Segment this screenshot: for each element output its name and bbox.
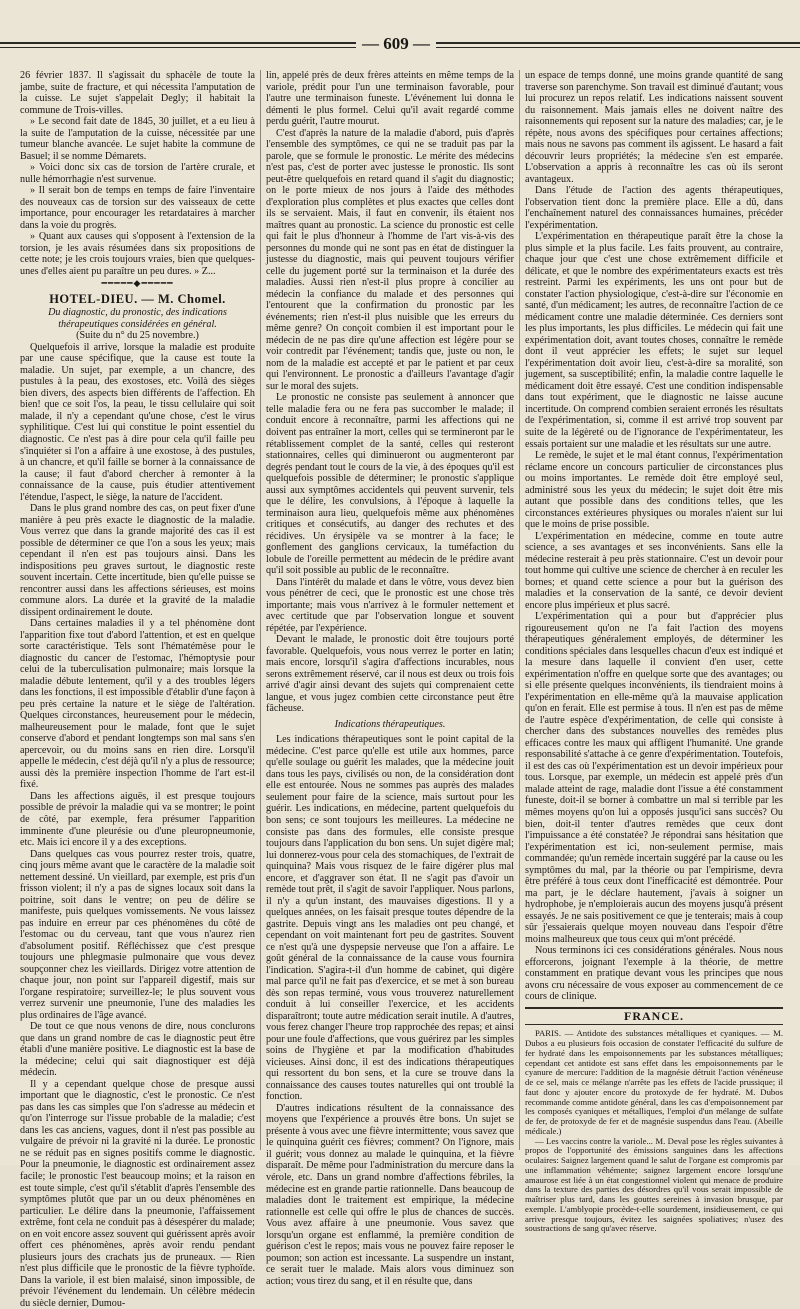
paragraph: Les indications thérapeutiques sont le point capital de la médecine. C'est parce qu'elle est utile aux hommes, parce qu'elle soulage ou guérit les malades, que la médecine jouit dans tous les pays, civilisés ou non, de la considération dont elle est entourée. Nous ne sommes pas auprès des malades seulement pour faire de la science, mais surtout pour les guérir. Les indications, en médecine, partent quelquefois du bon sens; ce sont toujours les meilleures. La médecine ne consiste pas dans des formules, elle consiste presque toujours dans l'application du bon sens. Un sujet digère mal; lui donnerez-vous pour cela des stomachiques, de l'extrait de quinquina? Mais vous risquez de le faire digérer plus mal encore, et d'aggraver son état. Il ne s'agit pas d'avoir un remède tout prêt, il s'agit de savoir l'appliquer. Nous parlons, il n'y a qu'un instant, des mauvaises digestions. Il y a quelques années, on les faisait presque toutes dépendre de la gastrite. Depuis vingt ans les maladies ont peu changé, et cependant on voit maintenant fort peu de gastrites. Souvent ce n'est qu'à une dyspepsie nerveuse que l'on a affaire. Le goût général de la connaissance de la cause vous fournira l'indication. S'agira-t-il d'un homme de cabinet, qui digère mal parce qu'il ne fait pas d'exercice, et se met à son bureau dès son repas terminé, vous vous trouverez naturellement conduit à lui conseiller l'exercice, et les accidents disparaîtront; toute autre médication serait inutile. A d'autres, vous ferez changer l'heure trop rapprochée des repas; et ainsi pour une foule d'affections, que vous guérirez par les simples soins de l'hygiène et par la modification d'habitudes vicieuses. Ainsi donc, il est des indications thérapeutiques qui ressortent du bon sens, et la cure se trouve dans la connaissance des causes toutes naturelles qui ont troublé la fonction. — [266, 734, 514, 1103]
paragraph: 26 février 1837. Il s'agissait du sphacèle de toute la jambe, suite de fracture, et qui nécessita l'amputation de la cuisse. Le sujet s'appelait Degly; il habitait la commune de Trois-villes. — [20, 70, 255, 116]
paragraph: lin, appelé près de deux frères atteints en même temps de la variole, prédit pour l'un une terminaison favorable, pour l'autre une terminaison funeste. L'événement lui donna le démenti le plus formel. Celui qu'il avait regardé comme perdu guérit, l'autre mourut. — [266, 70, 514, 128]
paragraph: » Le second fait date de 1845, 30 juillet, et a eu lieu à la suite de l'amputation de la cuisse, nécessitée par une tumeur blanche avancée. Le sujet habite la commune de Basuel; il se nomme Démarets. — [20, 116, 255, 162]
paragraph: De tout ce que nous venons de dire, nous conclurons que dans un grand nombre de cas le diagnostic peut être établi d'une manière positive. Le diagnostic est la base de la médecine; celui qui sait diagnostiquer est déjà médecin. — [20, 1021, 255, 1079]
column-2 — [266, 70, 514, 1287]
paragraph: D'autres indications résultent de la connaissance des moyens que l'expérience a prouvés être bons. Un sujet se présente à vous avec une fièvre intermittente; vous savez que le quinquina guérit ces fièvres; comment? On l'ignore, mais il guérit; vous donnez au malade le quinquina, et la fièvre disparaît. De même pour l'administration du mercure dans la vérole, etc. Dans un grand nombre d'affections fébriles, la médecine est en grande partie rationnelle. Dans beaucoup de maladies dont le traitement est empirique, la médecine rationnelle est celle qui offre le plus de chances de succès. Vous avez affaire à une pneumonie. Vous savez que lorsqu'un organe est enflammé, la première condition de guérison c'est le repos; mais vous ne pouvez faire reposer le poumon; son action est incessante. La suspendre un instant, ce serait tuer le malade. Mais alors vous diminuez son action; vous tirez du sang, et il en résulte que, dans — [266, 1102, 514, 1287]
paragraph: un espace de temps donné, une moins grande quantité de sang traverse son parenchyme. Son travail est diminué d'autant; vous lui procurez un repos relatif. Les indications naissent souvent du raisonnement. Mais jamais elles ne doivent naître des raisonnements qui reposent sur la nature des maladies; car, je le répète, nous avons des spécifiques pour certaines affections; mais nous ne savons pas comment ils agissent. Le hasard a fait découvrir leurs propriétés; la médecine s'en est emparée. L'observation a appris à reconnaître les cas où ils seront avantageux. — [525, 70, 783, 185]
column-1 — [20, 70, 255, 1309]
paragraph: Devant le malade, le pronostic doit être toujours porté favorable. Quelquefois, vous nous verrez le porter en latin; mais encore, lorsqu'il s'agira d'affections incurables, nous serons extrêmement réservé, car il nous est deux ou trois fois arrivé d'agir ainsi devant des sujets qui comprenaient cette langue, et vous jugez combien cette circonstance peut être fâcheuse. — [266, 634, 514, 715]
column-divider-1 — [260, 70, 261, 1150]
paragraph: L'expérimentation en médecine, comme en toute autre science, a ses avantages et ses inconvénients. Sans elle la médecine resterait à peu près stationnaire. C'est un devoir pour tout homme qui cultive une science de chercher à en reculer les bornes; et quand cette science a pour but la guérison des maladies et la conservation de la santé, ce devoir devient encore plus impérieux et plus sacré. — [525, 530, 783, 611]
ornament-divider: ━━━━━◆━━━━━ — [101, 278, 174, 289]
news-item: — Les vaccins contre la variole... M. Deval pose les règles suivantes à propos de l'opportunité des émissions sanguines dans les affections oculaires: Saignez largement quand le salut de l'organe est compromis par une inflammation véhémente; saignez largement encore lorsqu'une amaurose est liée à un état congestionnel violent qui menace de produire dans la texture des parties des désordres qu'il vous serait impossible de maîtriser plus tard, dans les gouttes sereines à invasion brusque, par exemple. L'amblyopie procède-t-elle sourdement, insidieusement, ce qui arrive presque toujours, évitez les saignées spoliatives; n'usez des soustractions de sang qu'avec réserve. — [525, 1135, 783, 1234]
subsection-heading: Indications thérapeutiques. — [334, 718, 446, 730]
page-header — [0, 34, 800, 64]
paragraph: Il y a cependant quelque chose de presque aussi important que le diagnostic, c'est le pronostic. Ce n'est pas dans les cas simples que l'on s'adresse au médecin et qu'on l'interroge sur l'issue probable de la maladie; c'est dans les cas anciens, vagues, dont il n'est pas possible au vulgaire de prévoir ni la gravité ni la durée. Le pronostic ne se réduit pas en signes positifs comme le diagnostic. Pour la pneumonie, le diagnostic est ordinairement assez facile; le pronostic l'est beaucoup moins; et la raison en est toute simple, c'est qu'il s'établit d'après l'ensemble des symptômes plutôt que par un ou deux phénomènes en particulier. Le délire dans la pneumonie, l'affaissement extrême, font cela ne conduit pas à désespérer du malade; on en voit encore assez souvent qui guérissent après avoir offert ces phénomènes, après avoir rendu pendant plusieurs jours des crachats jus de pruneaux. — Rien n'est plus difficile que le pronostic de la fièvre typhoïde. Dans la variole, il est bien malaisé, sinon impossible, de prévoir l'événement du lendemain. Un célèbre médecin du siècle dernier, Dumou- — [20, 1078, 255, 1309]
paragraph: Dans quelques cas vous pourrez rester trois, quatre, cinq jours même avant que le caractère de la maladie soit nettement dessiné. Un vieillard, par exemple, est pris d'un frisson violent; il n'y a pas de signes locaux soit dans la poitrine, soit dans le ventre; on peu de délire se manifeste, puis quelques vomissements. Ne vous laissez pas induire en erreur par ces phénomènes du côté de l'estomac ou du cerveau, tant que vous n'aurez rien d'absolument positif. Réfléchissez que c'est presque toujours une phlegmasie pulmonaire que vous devez soupçonner chez les vieillards. Dirigez votre attention de chaque jour, non point sur l'appareil digestif, mais sur l'organe respiratoire; surveillez-le; le plus souvent vous verrez survenir une pneumonie, l'une des maladies les plus ordinaires de l'âge avancé. — [20, 848, 255, 1021]
france-section-title: FRANCE. — [525, 1007, 783, 1026]
paragraph: Le pronostic ne consiste pas seulement à annoncer que telle maladie fera ou ne fera pas succomber le malade; il conduit encore à reconnaître, parmi les affections qui ne doivent pas entraîner la mort, celles qui se termineront par le rétablissement complet de la santé, celles qui resteront stationnaires, celles qui diminueront ou augmenteront par degrés pendant tout le cours de la vie, à des époques qu'il est quelquefois possible de déterminer; le pronostic s'applique aussi aux symptômes accidentels qui peuvent survenir, tels que le délire, les convulsions, à l'époque à laquelle la terminaison aura lieu, quelquefois même aux phénomènes critiques et consécutifs, au danger des rechutes et des récidives. Un érysipèle va se montrer à la face; le gonflement des ganglions cervicaux, la tuméfaction du lobule de l'oreille permettent au médecin de le prédire avant qu'il soit possible au public de le reconnaître. — [266, 392, 514, 577]
paragraph: L'expérimentation en thérapeutique paraît être la chose la plus simple et la plus facile. Les faits prouvent, au contraire, chaque jour que c'est une chose extrêmement difficile et délicate, et que le nombre des expérimentateurs exacts est très restreint. Parmi les expériments, les uns ont pour but de constater l'action physiologique, c'est-à-dire sur l'économie en santé, d'un médicament; les autres, de reconnaître l'action de ce médicament contre une maladie déterminée. Ces derniers sont les plus importants, les plus difficiles. Le médecin qui fait une expérimentation doit, avant toutes choses, connaître le remède dont il veut apprécier les effets; le sujet sur lequel l'expérimentation doit avoir lieu, c'est-à-dire sa moralité, son jugement, sa susceptibilité; enfin, la maladie contre laquelle le médicament doit être essayé. C'est une condition indispensable dans tout expériment, que le diagnostic ne laisse aucune incertitude. On comprend combien seraient erronés les résultats de l'expérimentation, si, comme il est arrivé trop souvent par suite de la légèreté ou de l'ignorance de l'expérimentateur, les essais portaient sur une maladie et les résultats sur une autre. — [525, 231, 783, 450]
paragraph: Dans les affections aiguës, il est presque toujours possible de prévoir la maladie qui va se montrer; le point de côté, par exemple, fera présumer l'apparition imminente d'une pleurésie ou d'une pleuropneumonie, etc. Mais ici encore il y a des exceptions. — [20, 790, 255, 849]
paragraph: Le remède, le sujet et le mal étant connus, l'expérimentation réclame encore un concours particulier de circonstances plus ou moins importantes. Le remède doit être employé seul, administré sous les yeux du médecin; le sujet doit être mis autant que possible dans des conditions telles, que les circonstances extérieures physiques ou morales n'aient sur lui que le moins de prise possible. — [525, 450, 783, 531]
paragraph: Nous terminons ici ces considérations générales. Nous nous efforcerons, joignant l'exemple à la théorie, de mettre constamment en pratique devant vous les principes que nous avons cru nécessaire de vous exposer au commencement de ce cours de clinique. — [525, 945, 783, 1003]
paragraph: C'est d'après la nature de la maladie d'abord, puis d'après l'ensemble des symptômes, ce qui ne se traduit pas par la parole, que se formule le pronostic. Le mérite des médecins n'est pas, c'est de porter avec justesse le pronostic. Ils sont peut-être quelquefois en retard quand il s'agit du diagnostic; on le porte mieux de nos jours à l'aide des méthodes d'exploration plus complètes et plus exactes que celles dont ils se servaient. Mais, il faut en convenir, ils étaient nos maîtres quant au pronostic. La science du pronostic est celle qui fait le plus d'honneur à l'homme de l'art vis-à-vis des personnes du monde qui ne sont pas en état de distinguer la justesse du diagnostic, mais qui peuvent toujours vérifier celle du jugement porté sur la terminaison et la durée des maladies. Aussi rien n'est-il plus propre à concilier au médecin la confiance du malade et des personnes qui l'entourent que la confirmation du pronostic par les événements; rien n'est-il plus nuisible que les erreurs du même genre? On conçoit combien il est important pour le médecin de ne pas dire qu'une affection est légère pour se voir contredit par l'événement; tandis que, juste ou non, le nom de la maladie est accepté et par le patient et par ceux qui l'environnent. Le pronostic a d'ailleurs l'avantage d'agir sur le moral des sujets. — [266, 127, 514, 392]
paragraph: Dans certaines maladies il y a tel phénomène dont l'apparition fixe tout d'abord l'attention, et est en quelque sorte caractéristique. Tels sont l'hématémèse pour le diagnostic du cancer de l'estomac, l'hémoptysie pour celui de la tuberculisation pulmonaire; mais lorsque la maladie débute lentement, qu'il y a des troubles légers dans les fonctions, il est impossible d'établir d'une façon à peu près certaine la nature et le siège de l'altération. Quelques circonstances, heureusement pour le médecin, malheureusement pour le malade, font que le sujet conserve d'abord et pendant longtemps son mal sans s'en apercevoir, ou du moins sans en rien dire. Lorsqu'il appelle le médecin, c'est déjà qu'il n'y a plus de ressource; aussi dès la première inspection l'homme de l'art est-il fixé. — [20, 618, 255, 791]
paragraph: » Il serait bon de temps en temps de faire l'inventaire des nouveaux cas de torsion sur des vaisseaux de cette importance, pour encourager les retardataires à marcher dans la voie du progrès. — [20, 185, 255, 231]
column-divider-2 — [519, 70, 520, 1150]
continued-note: (Suite du n° du 25 novembre.) — [76, 330, 199, 342]
paragraph: Quelquefois il arrive, lorsque la maladie est produite par une cause spécifique, que la cause est toute la maladie. Un sujet, par exemple, a un chancre, des pustules à la peau, des exostoses, etc. Voilà des sièges bien divers, des aspects bien différents de l'affection. Eh bien! que ce soit l'os, la peau, le tissu cellulaire qui soit malade, il n'y a cependant qu'une chose, c'est le virus syphilitique. C'est lui qui constitue le point essentiel du diagnostic. Ce n'est pas à dire pour cela qu'il faille peu s'inquiéter si l'on a affaire à une exostose, à des pustules, à un chancre, et qu'il faille se borner à la connaissance de la cause; il faut d'abord chercher à remonter à la connaissance de la cause, puis étudier attentivement l'étendue, l'aspect, le siège, la nature de l'accident. — [20, 341, 255, 503]
paragraph: L'expérimentation qui a pour but d'apprécier plus rigoureusement qu'on ne l'a fait l'action des moyens thérapeutiques généralement employés, de déterminer les conditions spéciales dans lesquelles chacun d'eux est indiqué et la mesure dans laquelle il convient d'en user, cette expérimentation n'offre en quelque sorte que des avantages; ou si elle présente quelques inconvénients, ils tiendraient moins à l'expérimentation en elle-même qu'à la mauvaise application qu'on en ferait. Elle est permise à tous. Il n'en est pas de même de l'autre espèce d'expérimentation, de celle qui consiste à chercher dans des substances nouvelles des remèdes plus efficaces contre les maux qui affligent l'humanité. Une grande responsabilité s'attache à ce genre d'expérimentation. Toutefois, il est des cas où l'expérimentation est un devoir impérieux pour tous. Lorsque, par exemple, un médecin est appelé près d'un malade atteint de rage, maladie dont l'issue a été constamment funeste, doit-il se borner à combattre un mal si terrible par les mêmes moyens qu'on lui a opposés jusqu'ici sans succès? Ou bien, doit-il tenter d'autres remèdes que ceux dont l'impuissance a été constatée? Je répondrai sans hésitation que l'expérimentation est ici, non-seulement permise, mais commandée; qu'un remède incertain suggéré par la cause ou les symptômes du mal, par la théorie ou par l'empirisme, devra être préféré à tous ceux dont l'inefficacité est démontrée. Pour ma part, je le déclare hautement, j'avais à soigner un hydrophobe, je n'emploierais aucun des moyens jusqu'à présent essayés. Je ne sais positivement ce que je tenterais; mais à coup sûr j'essaierais quelque moyen nouveau dans l'espoir d'être moins malheureux que tous ceux qui m'ont précédé. — [525, 611, 783, 945]
paragraph: Dans le plus grand nombre des cas, on peut fixer d'une manière à peu près exacte le diagnostic de la maladie. Vous verrez que dans la grande majorité des cas il est possible de déterminer ce que l'on a sous les yeux; mais cependant il n'en est pas toujours ainsi. Dans les indispositions peu graves surtout, le diagnostic reste souvent incertain. Cette incertitude, bien qu'elle puisse se rencontrer aussi dans les affections sérieuses, est moins commune alors. La durée et la gravité de la maladie dissipent ordinairement le doute. — [20, 503, 255, 618]
page-number: — 609 — — [356, 34, 436, 54]
news-item: PARIS. — Antidote des substances métalliques et cyaniques. — M. Dubos a eu plusieurs fois occasion de constater l'efficacité du sulfure de fer hydraté dans les empoisonnements par les substances métalliques; cependant cet antidote est sans effet dans les empoisonnements par le cyanure de mercure: l'addition de la magnésie détruit l'action vénéneuse de ce sel, mais ce mélange n'arrête pas les effets de l'acide prussique; il faut donc y ajouter encore du protoxyde de fer hydraté. M. Dubos recommande comme antidote général, dans les cas d'empoisonnement par les composés cyaniques et métalliques, l'emploi d'un mélange de sulfate de fer, de protoxyde de fer et de magnésie suspendus dans l'eau. (Abeille médicale.) — [525, 1028, 783, 1136]
column-3 — [525, 70, 783, 1234]
article-subtitle: Du diagnostic, du pronostic, des indications thérapeutiques considérées en général. — [48, 307, 227, 330]
paragraph: Dans l'intérêt du malade et dans le vôtre, vous devez bien vous pénétrer de ceci, que le pronostic est une chose très importante; mais vous n'arrivez à le formuler nettement et avec certitude que par l'observation longue et souvent répétée, par l'expérience. — [266, 576, 514, 634]
paragraph: » Voici donc six cas de torsion de l'artère crurale, et nulle hémorrhagie n'est survenue. — [20, 162, 255, 185]
paragraph: » Quant aux causes qui s'opposent à l'extension de la torsion, je les avais résumées dans six propositions de cette note; je les crois toujours vraies, bien que quelques-unes d'elles aient pu paraître un peu dures. » Z... — [20, 231, 255, 277]
section-title: HOTEL-DIEU. — M. Chomel. — [49, 291, 226, 306]
paragraph: Dans l'étude de l'action des agents thérapeutiques, l'observation tient donc la première place. Elle a dû, dans l'enchaînement naturel des connaissances humaines, précéder l'expérimentation. — [525, 185, 783, 231]
